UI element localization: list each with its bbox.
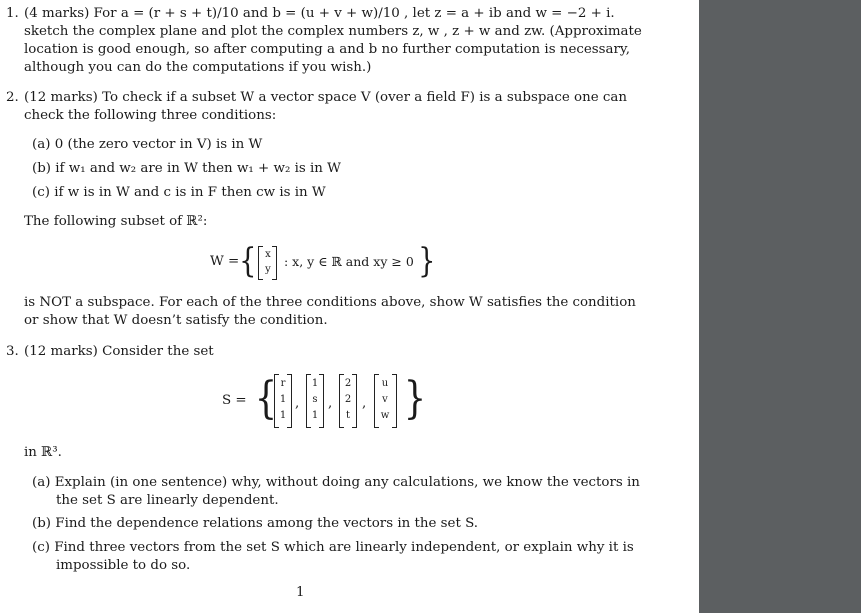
q2-line-1: (12 marks) To check if a subset W a vector space V (over a field F) is a subspace one can [24, 90, 628, 105]
q2-subset-intro: The following subset of ℝ²: [24, 214, 208, 229]
q2-condition-b: (b) if w₁ and w₂ are in W then w₁ + w₂ is in W [32, 161, 341, 176]
vec2-entry-1: 1 [311, 378, 319, 389]
q1-number: 1. [6, 6, 19, 21]
q1-line-1: (4 marks) For a = (r + s + t)/10 and b = (u + v + w)/10 , let z = a + ib and w = −2 + i. [24, 6, 615, 21]
vector-top: x [265, 249, 271, 260]
vec2-entry-3: 1 [311, 410, 319, 421]
vec3-entry-1: 2 [344, 378, 352, 389]
q2-condition-a: (a) 0 (the zero vector in V) is in W [32, 137, 263, 152]
right-brace: } [418, 241, 436, 281]
vec2-entry-2: s [312, 394, 318, 405]
comma-2: , [328, 396, 333, 411]
vec3-entry-3: t [345, 410, 351, 421]
q3-number: 3. [6, 344, 19, 359]
vec1-right-bracket [287, 374, 292, 428]
vec4-entry-1: u [381, 378, 389, 389]
q1-line-4: although you can do the computations if you wish.) [24, 60, 372, 75]
q2-after-2: or show that W doesn’t satisfy the condition. [24, 313, 328, 328]
q1-line-2: sketch the complex plane and plot the complex numbers z, w , z + w and zw. (Approximate [24, 24, 642, 39]
comma-3: , [362, 396, 367, 411]
q3-part-c-1: (c) Find three vectors from the set S which are linearly independent, or explain why it is [32, 540, 634, 555]
left-brace: { [254, 373, 278, 424]
vec3-entry-2: 2 [344, 394, 352, 405]
q3-part-a-2: the set S are linearly dependent. [56, 493, 279, 508]
q2-condition-c: (c) if w is in W and c is in F then cw is in W [32, 185, 326, 200]
right-brace: } [403, 373, 427, 424]
q3-part-b: (b) Find the dependence relations among the vectors in the set S. [32, 516, 479, 531]
viewer-background [699, 0, 861, 613]
q3-in-r3: in ℝ³. [24, 445, 62, 460]
comma-1: , [295, 396, 300, 411]
q2-after-1: is NOT a subspace. For each of the three conditions above, show W satisfies the condition [24, 295, 636, 310]
vec3-right-bracket [352, 374, 357, 428]
right-bracket [272, 246, 277, 280]
vec4-right-bracket [392, 374, 397, 428]
vec1-entry-2: 1 [279, 394, 287, 405]
q3-line-1: (12 marks) Consider the set [24, 344, 214, 359]
w-set-condition: : x, y ∈ ℝ and xy ≥ 0 [284, 254, 414, 269]
q3-part-c-2: impossible to do so. [56, 558, 191, 573]
vec4-entry-3: w [380, 410, 390, 421]
w-set-lhs: W = [210, 254, 240, 269]
s-set-lhs: S = [222, 393, 247, 408]
vec2-right-bracket [319, 374, 324, 428]
vec4-entry-2: v [382, 394, 388, 405]
q1-line-3: location is good enough, so after computing a and b no further computation is necessary, [24, 42, 630, 57]
q2-number: 2. [6, 90, 19, 105]
left-brace: { [239, 241, 257, 281]
vector-bottom: y [265, 264, 271, 275]
q3-part-a-1: (a) Explain (in one sentence) why, without doing any calculations, we know the vectors in [32, 475, 640, 490]
vec1-entry-1: r [280, 378, 286, 389]
vec1-entry-3: 1 [279, 410, 287, 421]
page-number: 1 [296, 585, 305, 600]
q2-line-2: check the following three conditions: [24, 108, 277, 123]
